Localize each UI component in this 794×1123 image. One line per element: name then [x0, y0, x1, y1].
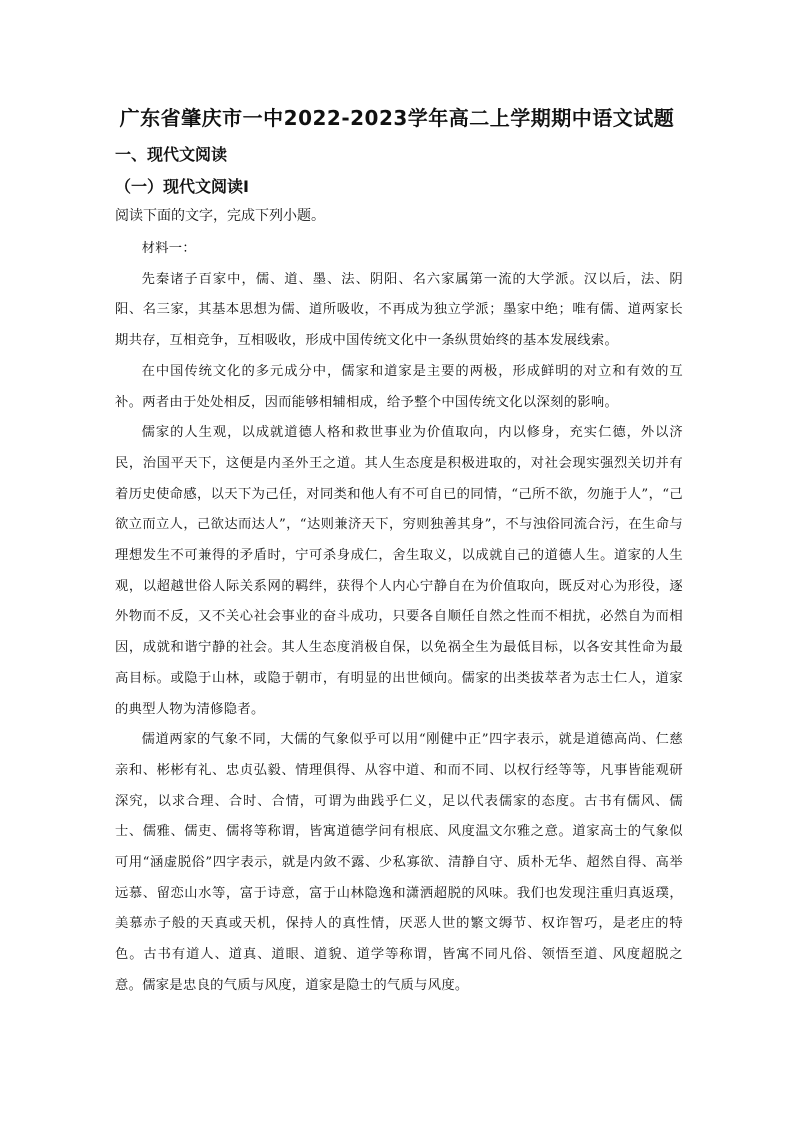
document-title: 广东省肇庆市一中2022-2023学年高二上学期期中语文试题: [119, 106, 675, 130]
paragraph-3: 儒家的人生观，以成就道德人格和救世事业为价值取向，内以修身，充实仁德，外以济民，治国平天下，这便是内圣外王之道。其人生态度是积极进取的，对社会现实强烈关切并有着历史使命感，以天下为己任，对同类和他人有不可自已的同情，“己所不欲，勿施于人”，“己欲立而立人，己欲达而达人”，“达则兼济天下，穷则独善其身”，不与浊俗同流合污，在生命与理想发生不可兼得的矛盾时，宁可杀身成仁，舍生取义，以成就自己的道德人生。道家的人生观，以超越世俗人际关系网的羁绊，获得个人内心宁静自在为价值取向，既反对心为形役，逐外物而不反，又不关心社会事业的奋斗成功，只要各自顺任自然之性而不相扰，必然自为而相因，成就和谐宁静的社会。其人生态度消极自保，以免祸全生为最低目标，以各安其性命为最高目标。或隐于山林，或隐于朝市，有明显的出世倾向。儒家的出类拔萃者为志士仁人，道家的典型人物为清修隐者。: [115, 425, 683, 717]
subsection-heading: （一）现代文阅读Ⅰ: [115, 177, 249, 196]
paragraph-2: 在中国传统文化的多元成分中，儒家和道家是主要的两极，形成鲜明的对立和有效的互补。两者由于处处相反，因而能够相辅相成，给予整个中国传统文化以深刻的影响。: [115, 363, 683, 410]
passage-body: [115, 234, 683, 1002]
paragraph-4: 儒道两家的气象不同，大儒的气象似乎可以用“刚健中正”四字表示，就是道德高尚、仁慈亲和、彬彬有礼、忠贞弘毅、情理俱得、从容中道、和而不同、以权行经等等，凡事皆能观研深究，以求合理、合时、合情，可谓为曲践乎仁义，足以代表儒家的态度。古书有儒风、儒士、儒雅、儒吏、儒将等称谓，皆寓道德学问有根底、风度温文尔雅之意。道家高士的气象似可用“涵虚脱俗”四字表示，就是内敛不露、少私寡欲、清静自守、质朴无华、超然自得、高举远慕、留恋山水等，富于诗意，富于山林隐逸和潇洒超脱的风味。我们也发现注重归真返璞，美慕赤子般的天真或天机，保持人的真性情，厌恶人世的繁文缛节、权诈智巧，是老庄的特色。古书有道人、道真、道眼、道貌、道学等称谓，皆寓不同凡俗、领悟至道、风度超脱之意。儒家是忠良的气质与风度，道家是隐士的气质与风度。: [115, 732, 683, 993]
section-heading: 一、现代文阅读: [115, 145, 228, 164]
paragraph-1: 先秦诸子百家中，儒、道、墨、法、阴阳、名六家属第一流的大学派。汉以后，法、阴阳、名三家，其基本思想为儒、道所吸收，不再成为独立学派；墨家中绝；唯有儒、道两家长期共存，互相竞争，互相吸收，形成中国传统文化中一条纵贯始终的基本发展线索。: [115, 271, 683, 349]
material-label: 材料一：: [141, 241, 196, 256]
reading-instruction: 阅读下面的文字，完成下列小题。: [115, 208, 325, 224]
